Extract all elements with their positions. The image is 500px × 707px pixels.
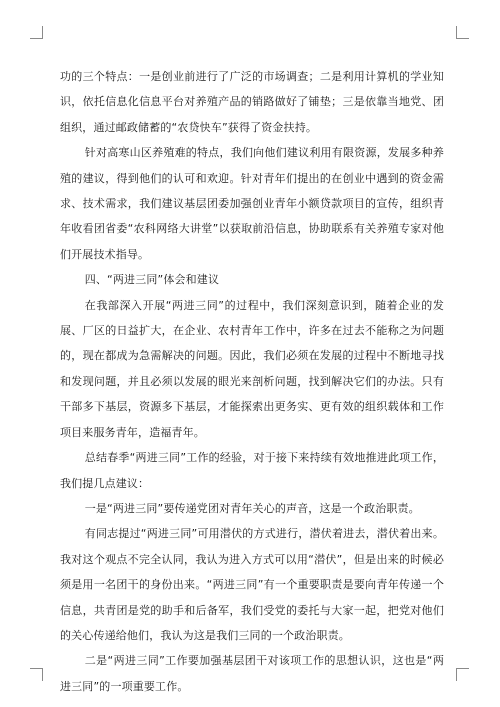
paragraph-continuation: 功的三个特点：一是创业前进行了广泛的市场调查；二是利用计算机的学业知识，依托信息化信息平台对养殖产品的销路做好了铺垫；三是依靠当地党、团组织，通过邮政储蓄的“农贷快车”获得了资金扶持。: [60, 70, 444, 134]
paragraph-discussion: 有同志提过“两进三同”可用潜伏的方式进行，潜伏着进去，潜伏着出来。我对这个观点不完全认同，我认为进入方式可以用“潜伏”，但是出来的时候必须是用一名团干的身份出来。“两进三同”有一个重要职责是要向青年传递一个信息，共青团是党的助手和后备军，我们受党的委托与大家一起，把党对他们的关心传递给他们，我认为这是我们三同的一个政治职责。: [60, 527, 444, 642]
paragraph-point-one: 一是“两进三同”要传递党团对青年关心的声音，这是一个政治职责。: [84, 501, 420, 515]
section-heading: 四、“两进三同”体会和建议: [84, 273, 220, 287]
document-body: [60, 64, 444, 699]
crop-mark-bottom-right: [456, 668, 469, 681]
paragraph-summary: 总结春季“两进三同”工作的经验，对于接下来持续有效地推进此项工作，我们提几点建议：: [60, 451, 444, 490]
crop-mark-bottom-left: [30, 668, 43, 681]
crop-mark-top-right: [456, 26, 469, 39]
paragraph-suggestions: 针对高寒山区养殖难的特点，我们向他们建议利用有限资源，发展多种养殖的建议，得到他们的认可和欢迎。针对青年们提出的在创业中遇到的资金需求、技术需求，我们建议基层团委加强创业青年小额贷款项目的宣传，组织青年收看团省委“农科网络大讲堂”以获取前沿信息，协助联系有关养殖专家对他们开展技术指导。: [60, 146, 444, 261]
paragraph-reflection: 在我部深入开展“两进三同”的过程中，我们深刻意识到，随着企业的发展、厂区的日益扩大，在企业、农村青年工作中，许多在过去不能称之为问题的，现在都成为急需解决的问题。因此，我们必须在发展的过程中不断地寻找和发现问题，并且必须以发展的眼光来剖析问题，找到解决它们的办法。只有干部多下基层，资源多下基层，才能探索出更务实、更有效的组织载体和工作项目来服务青年，造福青年。: [60, 298, 444, 439]
paragraph-point-two: 二是“两进三同”工作要加强基层团干对该项工作的思想认识，这也是“两进三同”的一项重要工作。: [60, 654, 444, 693]
crop-mark-top-left: [30, 26, 43, 39]
